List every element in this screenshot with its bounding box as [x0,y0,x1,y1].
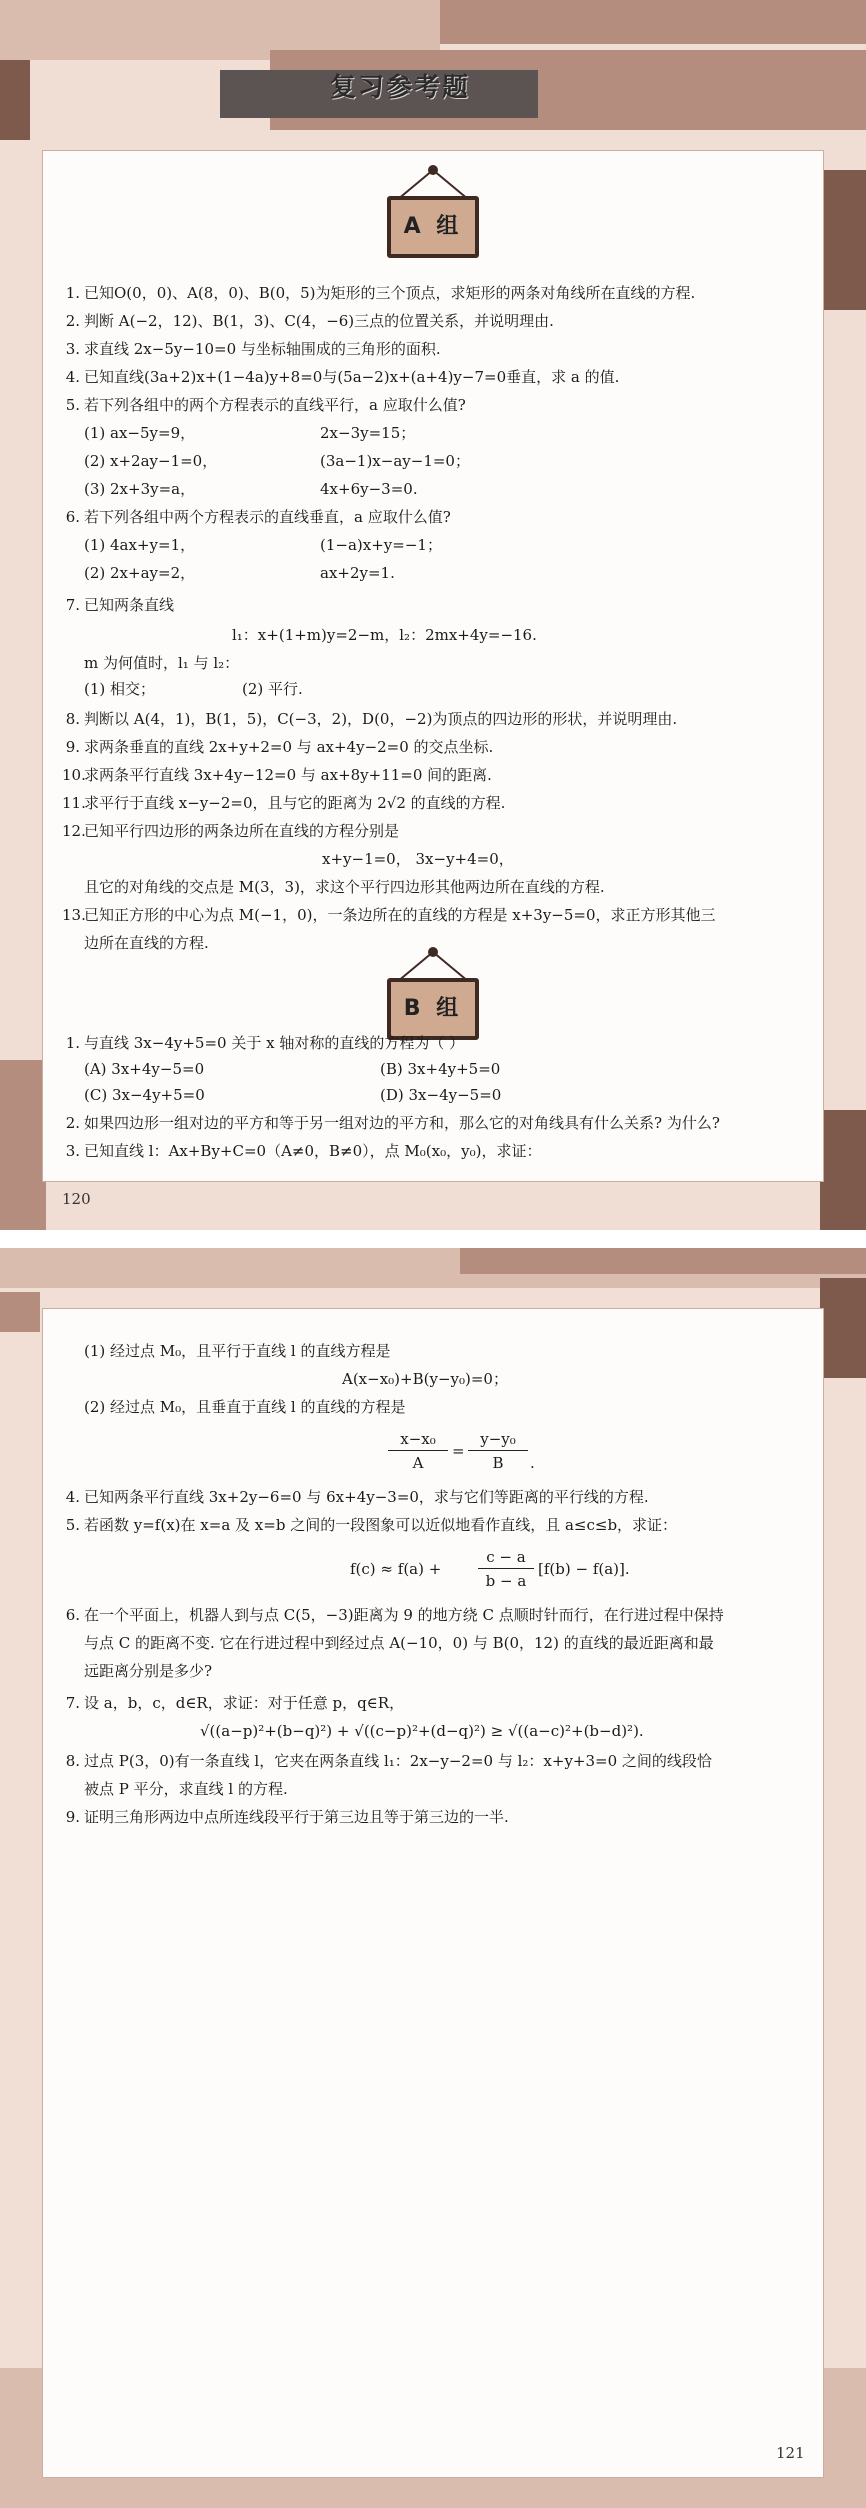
p5-row-3-right: 4x+6y−3=0. [320,480,418,498]
fraction-denominator: A [412,1454,424,1472]
p6-row-2-right: ax+2y=1. [320,564,395,582]
decor-band [820,1278,866,1378]
p13-continuation: 边所在直线的方程. [84,934,209,952]
p12-equation: x+y−1=0， 3x−y+4=0， [322,850,514,868]
b6-line-2: 与点 C 的距离不变. 它在行进过程中到经过点 A(−10，0) 与 B(0，12) 的直线的最近距离和最 [84,1634,714,1652]
section-title: 复习参考题 [329,73,470,103]
decor-band [820,1110,866,1230]
page-number-right: 121 [776,2444,805,2462]
group-b-label: B 组 [403,996,463,1021]
formula-lhs: f(c) ≈ f(a) + [350,1560,442,1578]
b7-formula: √((a−p)²+(b−q)²) + √((c−p)²+(d−q)²) ≥ √((a−c)²+(b−d)²). [200,1722,644,1740]
fraction-denominator: b − a [485,1572,527,1590]
decor-band [0,1292,40,1332]
p5-row-1-right: 2x−3y=15； [320,424,416,442]
p6-row-1-right: (1−a)x+y=−1； [320,536,442,554]
fraction-numerator: y−y₀ [468,1428,528,1451]
b1-option-c: (C) 3x−4y+5=0 [84,1086,205,1104]
b8-line-2: 被点 P 平分，求直线 l 的方程. [84,1780,288,1798]
b3-part-2: (2) 经过点 M₀，且垂直于直线 l 的直线的方程是 [84,1398,406,1416]
decor-band [0,1060,46,1230]
decor-band [460,1248,866,1274]
b1-option-b: (B) 3x+4y+5=0 [380,1060,501,1078]
p6-row-2: (2) 2x+ay=2， [84,564,196,582]
group-a-sign [373,160,493,272]
p7-question: m 为何值时，l₁ 与 l₂： [84,654,240,672]
p6-row-1: (1) 4ax+y=1， [84,536,196,554]
group-a-label: A 组 [403,214,463,239]
p7-equation: l₁：x+(1+m)y=2−m，l₂：2mx+4y=−16. [232,626,537,644]
p7-sub-1: (1) 相交； [84,680,156,698]
b3-equation-1: A(x−x₀)+B(y−y₀)=0； [342,1370,508,1388]
p5-row-2: (2) x+2ay−1=0， [84,452,218,470]
p5-row-1: (1) ax−5y=9， [84,424,196,442]
b1-option-d: (D) 3x−4y−5=0 [380,1086,502,1104]
fraction-numerator: x−x₀ [388,1428,448,1451]
fraction-numerator: c − a [478,1546,534,1569]
decor-band [0,60,30,140]
p5-row-2-right: (3a−1)x−ay−1=0； [320,452,470,470]
fraction-denominator: B [492,1454,504,1472]
page-gap [0,1230,866,1248]
period: . [530,1454,535,1472]
b6-line-3: 远距离分别是多少? [84,1662,213,1680]
p12-continuation: 且它的对角线的交点是 M(3，3)，求这个平行四边形其他两边所在直线的方程. [84,878,605,896]
formula-rhs: [f(b) − f(a)]. [538,1560,630,1578]
equals-sign: = [452,1442,465,1460]
p7-sub-2: (2) 平行. [242,680,303,698]
p5-row-3: (3) 2x+3y=a， [84,480,196,498]
content-panel [42,1308,824,2478]
decor-band [440,0,866,44]
b3-part-1: (1) 经过点 M₀，且平行于直线 l 的直线方程是 [84,1342,391,1360]
b1-option-a: (A) 3x+4y−5=0 [84,1060,205,1078]
page-number-left: 120 [62,1190,91,1208]
